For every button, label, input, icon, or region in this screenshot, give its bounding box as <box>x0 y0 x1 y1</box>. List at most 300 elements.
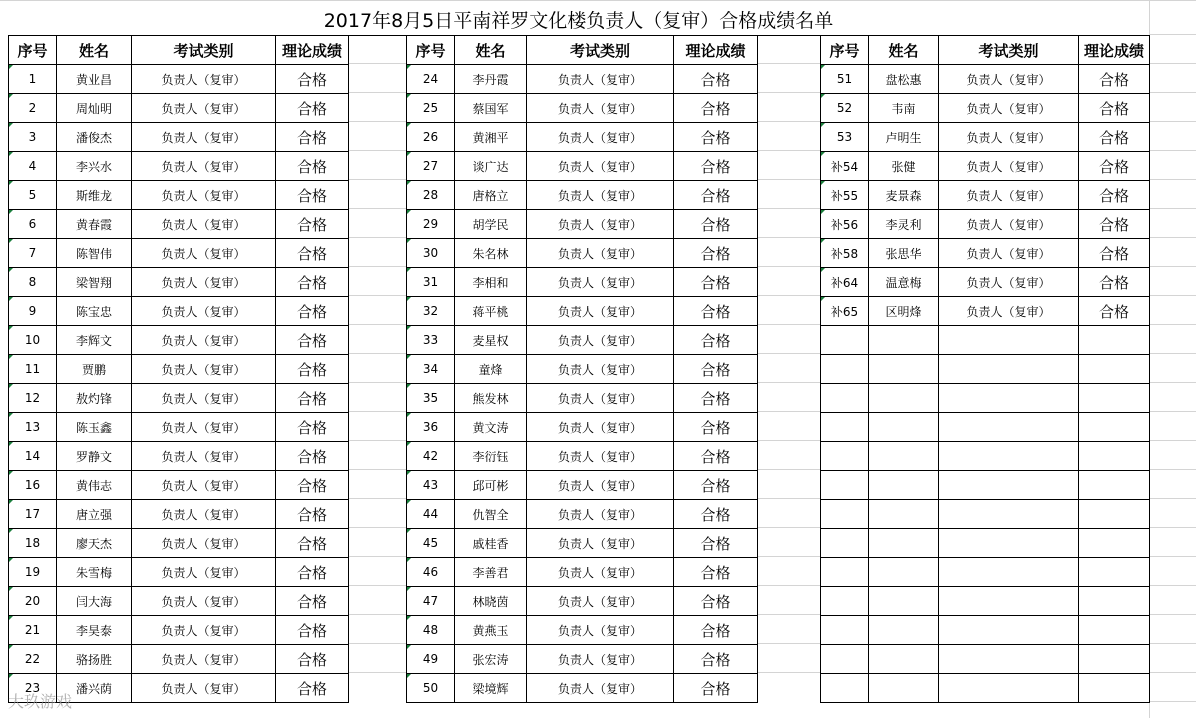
cell-number[interactable]: 补58 <box>821 239 869 268</box>
cell-category[interactable]: 负责人（复审） <box>527 384 674 413</box>
cell-number[interactable]: 3 <box>9 123 57 152</box>
cell-name[interactable]: 李昊泰 <box>57 616 132 645</box>
cell-number[interactable] <box>821 500 869 529</box>
cell-category[interactable] <box>939 500 1079 529</box>
cell-name[interactable]: 闫大海 <box>57 587 132 616</box>
cell-name[interactable]: 区明烽 <box>869 297 939 326</box>
cell-category[interactable]: 负责人（复审） <box>527 616 674 645</box>
cell-category[interactable]: 负责人（复审） <box>939 94 1079 123</box>
cell-number[interactable]: 49 <box>407 645 455 674</box>
table-row <box>9 326 349 355</box>
cell-number[interactable] <box>821 529 869 558</box>
cell-number[interactable]: 35 <box>407 384 455 413</box>
cell-number[interactable]: 24 <box>407 65 455 94</box>
cell-number[interactable]: 27 <box>407 152 455 181</box>
cell-category[interactable]: 负责人（复审） <box>527 558 674 587</box>
cell-result[interactable] <box>1079 326 1150 355</box>
cell-number[interactable]: 43 <box>407 471 455 500</box>
cell-number[interactable]: 26 <box>407 123 455 152</box>
cell-number[interactable]: 20 <box>9 587 57 616</box>
cell-category[interactable] <box>939 558 1079 587</box>
table-row <box>407 500 758 529</box>
table-row <box>407 413 758 442</box>
cell-name[interactable]: 骆扬胜 <box>57 645 132 674</box>
cell-result[interactable] <box>1079 384 1150 413</box>
cell-category[interactable]: 负责人（复审） <box>939 210 1079 239</box>
cell-number[interactable]: 51 <box>821 65 869 94</box>
table-row <box>821 94 1150 123</box>
cell-number[interactable]: 32 <box>407 297 455 326</box>
cell-category[interactable]: 负责人（复审） <box>132 616 276 645</box>
cell-result[interactable]: 合格 <box>1079 94 1150 123</box>
cell-result[interactable]: 合格 <box>674 442 758 471</box>
cell-name[interactable]: 卢明生 <box>869 123 939 152</box>
cell-category[interactable]: 负责人（复审） <box>132 413 276 442</box>
cell-number[interactable]: 10 <box>9 326 57 355</box>
cell-result[interactable]: 合格 <box>276 442 349 471</box>
cell-name[interactable]: 潘俊杰 <box>57 123 132 152</box>
cell-name[interactable] <box>869 587 939 616</box>
cell-category[interactable]: 负责人（复审） <box>527 326 674 355</box>
cell-result[interactable]: 合格 <box>674 297 758 326</box>
cell-result[interactable]: 合格 <box>674 355 758 384</box>
cell-result[interactable]: 合格 <box>674 413 758 442</box>
cell-result[interactable] <box>1079 355 1150 384</box>
cell-result[interactable] <box>1079 558 1150 587</box>
cell-number[interactable]: 补56 <box>821 210 869 239</box>
cell-result[interactable]: 合格 <box>1079 268 1150 297</box>
cell-category[interactable]: 负责人（复审） <box>132 123 276 152</box>
cell-number[interactable]: 补64 <box>821 268 869 297</box>
cell-category[interactable]: 负责人（复审） <box>527 529 674 558</box>
cell-result[interactable]: 合格 <box>674 500 758 529</box>
cell-number[interactable] <box>821 355 869 384</box>
roster-table-2 <box>406 35 758 703</box>
cell-number[interactable] <box>821 645 869 674</box>
cell-category[interactable]: 负责人（复审） <box>939 268 1079 297</box>
cell-number[interactable] <box>821 384 869 413</box>
cell-name[interactable]: 李丹霞 <box>455 65 527 94</box>
cell-name[interactable]: 谈广达 <box>455 152 527 181</box>
cell-name[interactable]: 贾鹏 <box>57 355 132 384</box>
cell-result[interactable]: 合格 <box>674 181 758 210</box>
cell-number[interactable]: 28 <box>407 181 455 210</box>
cell-number[interactable]: 7 <box>9 239 57 268</box>
cell-number[interactable]: 48 <box>407 616 455 645</box>
cell-name[interactable]: 蔡国军 <box>455 94 527 123</box>
table-row <box>9 529 349 558</box>
cell-category[interactable] <box>939 616 1079 645</box>
cell-category[interactable]: 负责人（复审） <box>527 152 674 181</box>
cell-number[interactable]: 30 <box>407 239 455 268</box>
cell-name[interactable] <box>869 500 939 529</box>
cell-number[interactable] <box>821 558 869 587</box>
cell-name[interactable]: 胡学民 <box>455 210 527 239</box>
cell-number[interactable]: 31 <box>407 268 455 297</box>
cell-result[interactable]: 合格 <box>276 355 349 384</box>
cell-category[interactable]: 负责人（复审） <box>132 384 276 413</box>
cell-category[interactable]: 负责人（复审） <box>132 471 276 500</box>
cell-name[interactable]: 陈玉鑫 <box>57 413 132 442</box>
cell-name[interactable]: 李兴水 <box>57 152 132 181</box>
table-row <box>407 442 758 471</box>
col-header-number[interactable]: 序号 <box>407 36 455 65</box>
col-header-category[interactable]: 考试类别 <box>132 36 276 65</box>
cell-result[interactable]: 合格 <box>276 413 349 442</box>
cell-result[interactable]: 合格 <box>674 65 758 94</box>
cell-name[interactable]: 林晓茵 <box>455 587 527 616</box>
cell-result[interactable] <box>1079 442 1150 471</box>
cell-category[interactable]: 负责人（复审） <box>527 674 674 703</box>
cell-result[interactable]: 合格 <box>276 471 349 500</box>
cell-number[interactable]: 29 <box>407 210 455 239</box>
cell-category[interactable]: 负责人（复审） <box>527 645 674 674</box>
cell-category[interactable]: 负责人（复审） <box>527 355 674 384</box>
table-row <box>407 94 758 123</box>
cell-name[interactable] <box>869 355 939 384</box>
cell-result[interactable]: 合格 <box>674 558 758 587</box>
empty-gridlines <box>758 35 820 701</box>
cell-result[interactable] <box>1079 645 1150 674</box>
cell-result[interactable]: 合格 <box>276 94 349 123</box>
cell-category[interactable] <box>939 355 1079 384</box>
cell-result[interactable]: 合格 <box>674 123 758 152</box>
col-header-number[interactable]: 序号 <box>821 36 869 65</box>
cell-category[interactable]: 负责人（复审） <box>939 297 1079 326</box>
header-row <box>9 36 349 65</box>
cell-result[interactable]: 合格 <box>674 674 758 703</box>
cell-number[interactable]: 25 <box>407 94 455 123</box>
cell-name[interactable]: 黄文涛 <box>455 413 527 442</box>
cell-name[interactable]: 黄业昌 <box>57 65 132 94</box>
cell-name[interactable]: 戚桂香 <box>455 529 527 558</box>
cell-number[interactable]: 6 <box>9 210 57 239</box>
cell-number[interactable] <box>821 587 869 616</box>
cell-number[interactable] <box>821 471 869 500</box>
col-header-category[interactable]: 考试类别 <box>527 36 674 65</box>
cell-name[interactable] <box>869 529 939 558</box>
table-row <box>407 181 758 210</box>
cell-name[interactable]: 梁智翔 <box>57 268 132 297</box>
cell-category[interactable] <box>939 645 1079 674</box>
cell-name[interactable]: 斯维龙 <box>57 181 132 210</box>
cell-name[interactable]: 唐格立 <box>455 181 527 210</box>
cell-number[interactable]: 补54 <box>821 152 869 181</box>
cell-category[interactable] <box>939 471 1079 500</box>
cell-number[interactable]: 2 <box>9 94 57 123</box>
cell-result[interactable]: 合格 <box>276 529 349 558</box>
cell-number[interactable]: 1 <box>9 65 57 94</box>
cell-category[interactable]: 负责人（复审） <box>527 297 674 326</box>
cell-result[interactable]: 合格 <box>1079 152 1150 181</box>
col-header-name[interactable]: 姓名 <box>869 36 939 65</box>
cell-name[interactable]: 黄湘平 <box>455 123 527 152</box>
cell-result[interactable]: 合格 <box>1079 210 1150 239</box>
table-row <box>821 587 1150 616</box>
header-row <box>407 36 758 65</box>
table-row <box>9 239 349 268</box>
cell-number[interactable]: 22 <box>9 645 57 674</box>
cell-name[interactable] <box>869 645 939 674</box>
cell-category[interactable]: 负责人（复审） <box>527 210 674 239</box>
cell-result[interactable]: 合格 <box>276 152 349 181</box>
cell-category[interactable]: 负责人（复审） <box>527 94 674 123</box>
cell-number[interactable]: 16 <box>9 471 57 500</box>
table-row <box>821 268 1150 297</box>
cell-name[interactable]: 唐立强 <box>57 500 132 529</box>
cell-name[interactable]: 麦景森 <box>869 181 939 210</box>
table-row <box>821 442 1150 471</box>
cell-name[interactable]: 熊发林 <box>455 384 527 413</box>
cell-category[interactable]: 负责人（复审） <box>132 442 276 471</box>
cell-result[interactable] <box>1079 413 1150 442</box>
col-header-category[interactable]: 考试类别 <box>939 36 1079 65</box>
cell-number[interactable]: 9 <box>9 297 57 326</box>
table-row <box>407 65 758 94</box>
cell-result[interactable]: 合格 <box>276 616 349 645</box>
cell-number[interactable]: 52 <box>821 94 869 123</box>
cell-category[interactable] <box>939 384 1079 413</box>
cell-category[interactable]: 负责人（复审） <box>527 123 674 152</box>
cell-name[interactable]: 李善君 <box>455 558 527 587</box>
cell-number[interactable]: 46 <box>407 558 455 587</box>
cell-number[interactable]: 33 <box>407 326 455 355</box>
cell-result[interactable]: 合格 <box>674 94 758 123</box>
cell-category[interactable]: 负责人（复审） <box>527 268 674 297</box>
cell-category[interactable]: 负责人（复审） <box>939 181 1079 210</box>
cell-result[interactable]: 合格 <box>674 384 758 413</box>
cell-name[interactable]: 李辉文 <box>57 326 132 355</box>
cell-result[interactable]: 合格 <box>1079 65 1150 94</box>
cell-category[interactable]: 负责人（复审） <box>132 268 276 297</box>
cell-result[interactable]: 合格 <box>674 529 758 558</box>
cell-number[interactable]: 11 <box>9 355 57 384</box>
cell-result[interactable]: 合格 <box>276 181 349 210</box>
cell-category[interactable]: 负责人（复审） <box>132 326 276 355</box>
cell-name[interactable]: 黄春霞 <box>57 210 132 239</box>
cell-name[interactable]: 敖灼锋 <box>57 384 132 413</box>
cell-name[interactable]: 周灿明 <box>57 94 132 123</box>
cell-category[interactable]: 负责人（复审） <box>132 210 276 239</box>
col-header-result[interactable]: 理论成绩 <box>276 36 349 65</box>
cell-category[interactable]: 负责人（复审） <box>527 181 674 210</box>
cell-number[interactable] <box>821 616 869 645</box>
cell-result[interactable] <box>1079 616 1150 645</box>
cell-name[interactable]: 童烽 <box>455 355 527 384</box>
cell-name[interactable] <box>869 384 939 413</box>
cell-result[interactable] <box>1079 674 1150 703</box>
table-row <box>9 442 349 471</box>
cell-result[interactable]: 合格 <box>1079 239 1150 268</box>
cell-name[interactable] <box>869 616 939 645</box>
cell-result[interactable]: 合格 <box>674 326 758 355</box>
cell-result[interactable]: 合格 <box>276 326 349 355</box>
cell-name[interactable]: 麦星权 <box>455 326 527 355</box>
cell-result[interactable]: 合格 <box>276 268 349 297</box>
cell-number[interactable]: 18 <box>9 529 57 558</box>
cell-number[interactable]: 45 <box>407 529 455 558</box>
cell-name[interactable]: 邱可彬 <box>455 471 527 500</box>
col-header-name[interactable]: 姓名 <box>455 36 527 65</box>
cell-number[interactable]: 19 <box>9 558 57 587</box>
cell-category[interactable]: 负责人（复审） <box>132 674 276 703</box>
cell-result[interactable]: 合格 <box>276 239 349 268</box>
cell-category[interactable]: 负责人（复审） <box>132 500 276 529</box>
cell-category[interactable]: 负责人（复审） <box>132 239 276 268</box>
cell-number[interactable] <box>821 413 869 442</box>
cell-name[interactable]: 黄伟志 <box>57 471 132 500</box>
cell-result[interactable] <box>1079 529 1150 558</box>
cell-number[interactable]: 17 <box>9 500 57 529</box>
cell-number[interactable]: 补55 <box>821 181 869 210</box>
cell-name[interactable]: 陈宝忠 <box>57 297 132 326</box>
cell-result[interactable]: 合格 <box>674 616 758 645</box>
cell-category[interactable]: 负责人（复审） <box>527 65 674 94</box>
cell-category[interactable]: 负责人（复审） <box>939 152 1079 181</box>
cell-number[interactable]: 36 <box>407 413 455 442</box>
cell-number[interactable]: 8 <box>9 268 57 297</box>
cell-name[interactable] <box>869 326 939 355</box>
cell-category[interactable] <box>939 442 1079 471</box>
cell-number[interactable]: 53 <box>821 123 869 152</box>
cell-result[interactable]: 合格 <box>276 558 349 587</box>
table-row <box>407 645 758 674</box>
cell-name[interactable]: 张思华 <box>869 239 939 268</box>
cell-result[interactable]: 合格 <box>276 297 349 326</box>
cell-name[interactable]: 朱雪梅 <box>57 558 132 587</box>
cell-category[interactable]: 负责人（复审） <box>939 123 1079 152</box>
cell-category[interactable] <box>939 674 1079 703</box>
cell-category[interactable]: 负责人（复审） <box>527 442 674 471</box>
cell-name[interactable]: 潘兴荫 <box>57 674 132 703</box>
cell-result[interactable]: 合格 <box>674 210 758 239</box>
cell-result[interactable]: 合格 <box>276 65 349 94</box>
cell-number[interactable] <box>821 326 869 355</box>
cell-name[interactable] <box>869 442 939 471</box>
cell-number[interactable]: 23 <box>9 674 57 703</box>
cell-category[interactable] <box>939 413 1079 442</box>
cell-number[interactable]: 21 <box>9 616 57 645</box>
cell-name[interactable]: 梁境辉 <box>455 674 527 703</box>
cell-category[interactable] <box>939 326 1079 355</box>
cell-result[interactable]: 合格 <box>674 152 758 181</box>
cell-category[interactable]: 负责人（复审） <box>132 645 276 674</box>
cell-category[interactable] <box>939 587 1079 616</box>
cell-result[interactable]: 合格 <box>276 210 349 239</box>
cell-name[interactable]: 盘松惠 <box>869 65 939 94</box>
cell-result[interactable]: 合格 <box>674 268 758 297</box>
cell-number[interactable]: 12 <box>9 384 57 413</box>
cell-name[interactable]: 蒋平桃 <box>455 297 527 326</box>
cell-name[interactable]: 李衍钰 <box>455 442 527 471</box>
cell-name[interactable] <box>869 558 939 587</box>
cell-number[interactable]: 34 <box>407 355 455 384</box>
cell-result[interactable] <box>1079 471 1150 500</box>
cell-number[interactable]: 5 <box>9 181 57 210</box>
cell-result[interactable]: 合格 <box>674 471 758 500</box>
cell-number[interactable] <box>821 674 869 703</box>
cell-number[interactable]: 13 <box>9 413 57 442</box>
cell-result[interactable]: 合格 <box>276 645 349 674</box>
table-row <box>9 616 349 645</box>
cell-number[interactable]: 4 <box>9 152 57 181</box>
cell-number[interactable]: 14 <box>9 442 57 471</box>
table-row <box>821 529 1150 558</box>
cell-result[interactable] <box>1079 587 1150 616</box>
cell-name[interactable]: 韦南 <box>869 94 939 123</box>
cell-name[interactable]: 李灵利 <box>869 210 939 239</box>
cell-result[interactable]: 合格 <box>674 587 758 616</box>
cell-category[interactable]: 负责人（复审） <box>132 355 276 384</box>
cell-name[interactable]: 黄燕玉 <box>455 616 527 645</box>
cell-result[interactable]: 合格 <box>276 500 349 529</box>
cell-number[interactable]: 50 <box>407 674 455 703</box>
cell-number[interactable]: 补65 <box>821 297 869 326</box>
cell-name[interactable] <box>869 471 939 500</box>
cell-name[interactable] <box>869 413 939 442</box>
cell-result[interactable]: 合格 <box>276 123 349 152</box>
cell-name[interactable]: 罗静文 <box>57 442 132 471</box>
cell-result[interactable] <box>1079 500 1150 529</box>
cell-category[interactable]: 负责人（复审） <box>527 587 674 616</box>
cell-category[interactable]: 负责人（复审） <box>527 471 674 500</box>
table-row <box>821 384 1150 413</box>
cell-name[interactable]: 张健 <box>869 152 939 181</box>
cell-result[interactable]: 合格 <box>276 674 349 703</box>
cell-result[interactable]: 合格 <box>1079 181 1150 210</box>
cell-category[interactable]: 负责人（复审） <box>132 297 276 326</box>
cell-category[interactable]: 负责人（复审） <box>132 152 276 181</box>
cell-category[interactable]: 负责人（复审） <box>132 181 276 210</box>
cell-name[interactable]: 朱名林 <box>455 239 527 268</box>
cell-name[interactable] <box>869 674 939 703</box>
cell-name[interactable]: 陈智伟 <box>57 239 132 268</box>
cell-name[interactable]: 温意梅 <box>869 268 939 297</box>
cell-name[interactable]: 张宏涛 <box>455 645 527 674</box>
cell-category[interactable]: 负责人（复审） <box>527 239 674 268</box>
cell-category[interactable]: 负责人（复审） <box>132 65 276 94</box>
cell-category[interactable]: 负责人（复审） <box>132 558 276 587</box>
cell-category[interactable]: 负责人（复审） <box>527 500 674 529</box>
table-row <box>9 355 349 384</box>
cell-name[interactable]: 廖天杰 <box>57 529 132 558</box>
col-header-result[interactable]: 理论成绩 <box>674 36 758 65</box>
cell-category[interactable] <box>939 529 1079 558</box>
cell-result[interactable]: 合格 <box>276 587 349 616</box>
col-header-number[interactable]: 序号 <box>9 36 57 65</box>
cell-number[interactable] <box>821 442 869 471</box>
cell-category[interactable]: 负责人（复审） <box>132 529 276 558</box>
cell-result[interactable]: 合格 <box>1079 123 1150 152</box>
cell-result[interactable]: 合格 <box>1079 297 1150 326</box>
cell-number[interactable]: 47 <box>407 587 455 616</box>
col-header-name[interactable]: 姓名 <box>57 36 132 65</box>
cell-result[interactable]: 合格 <box>674 239 758 268</box>
cell-category[interactable]: 负责人（复审） <box>132 94 276 123</box>
cell-category[interactable]: 负责人（复审） <box>939 239 1079 268</box>
cell-category[interactable]: 负责人（复审） <box>939 65 1079 94</box>
cell-result[interactable]: 合格 <box>276 384 349 413</box>
cell-number[interactable]: 42 <box>407 442 455 471</box>
cell-category[interactable]: 负责人（复审） <box>527 413 674 442</box>
cell-result[interactable]: 合格 <box>674 645 758 674</box>
table-row <box>821 65 1150 94</box>
cell-category[interactable]: 负责人（复审） <box>132 587 276 616</box>
cell-name[interactable]: 李相和 <box>455 268 527 297</box>
cell-number[interactable]: 44 <box>407 500 455 529</box>
cell-name[interactable]: 仇智全 <box>455 500 527 529</box>
col-header-result[interactable]: 理论成绩 <box>1079 36 1150 65</box>
